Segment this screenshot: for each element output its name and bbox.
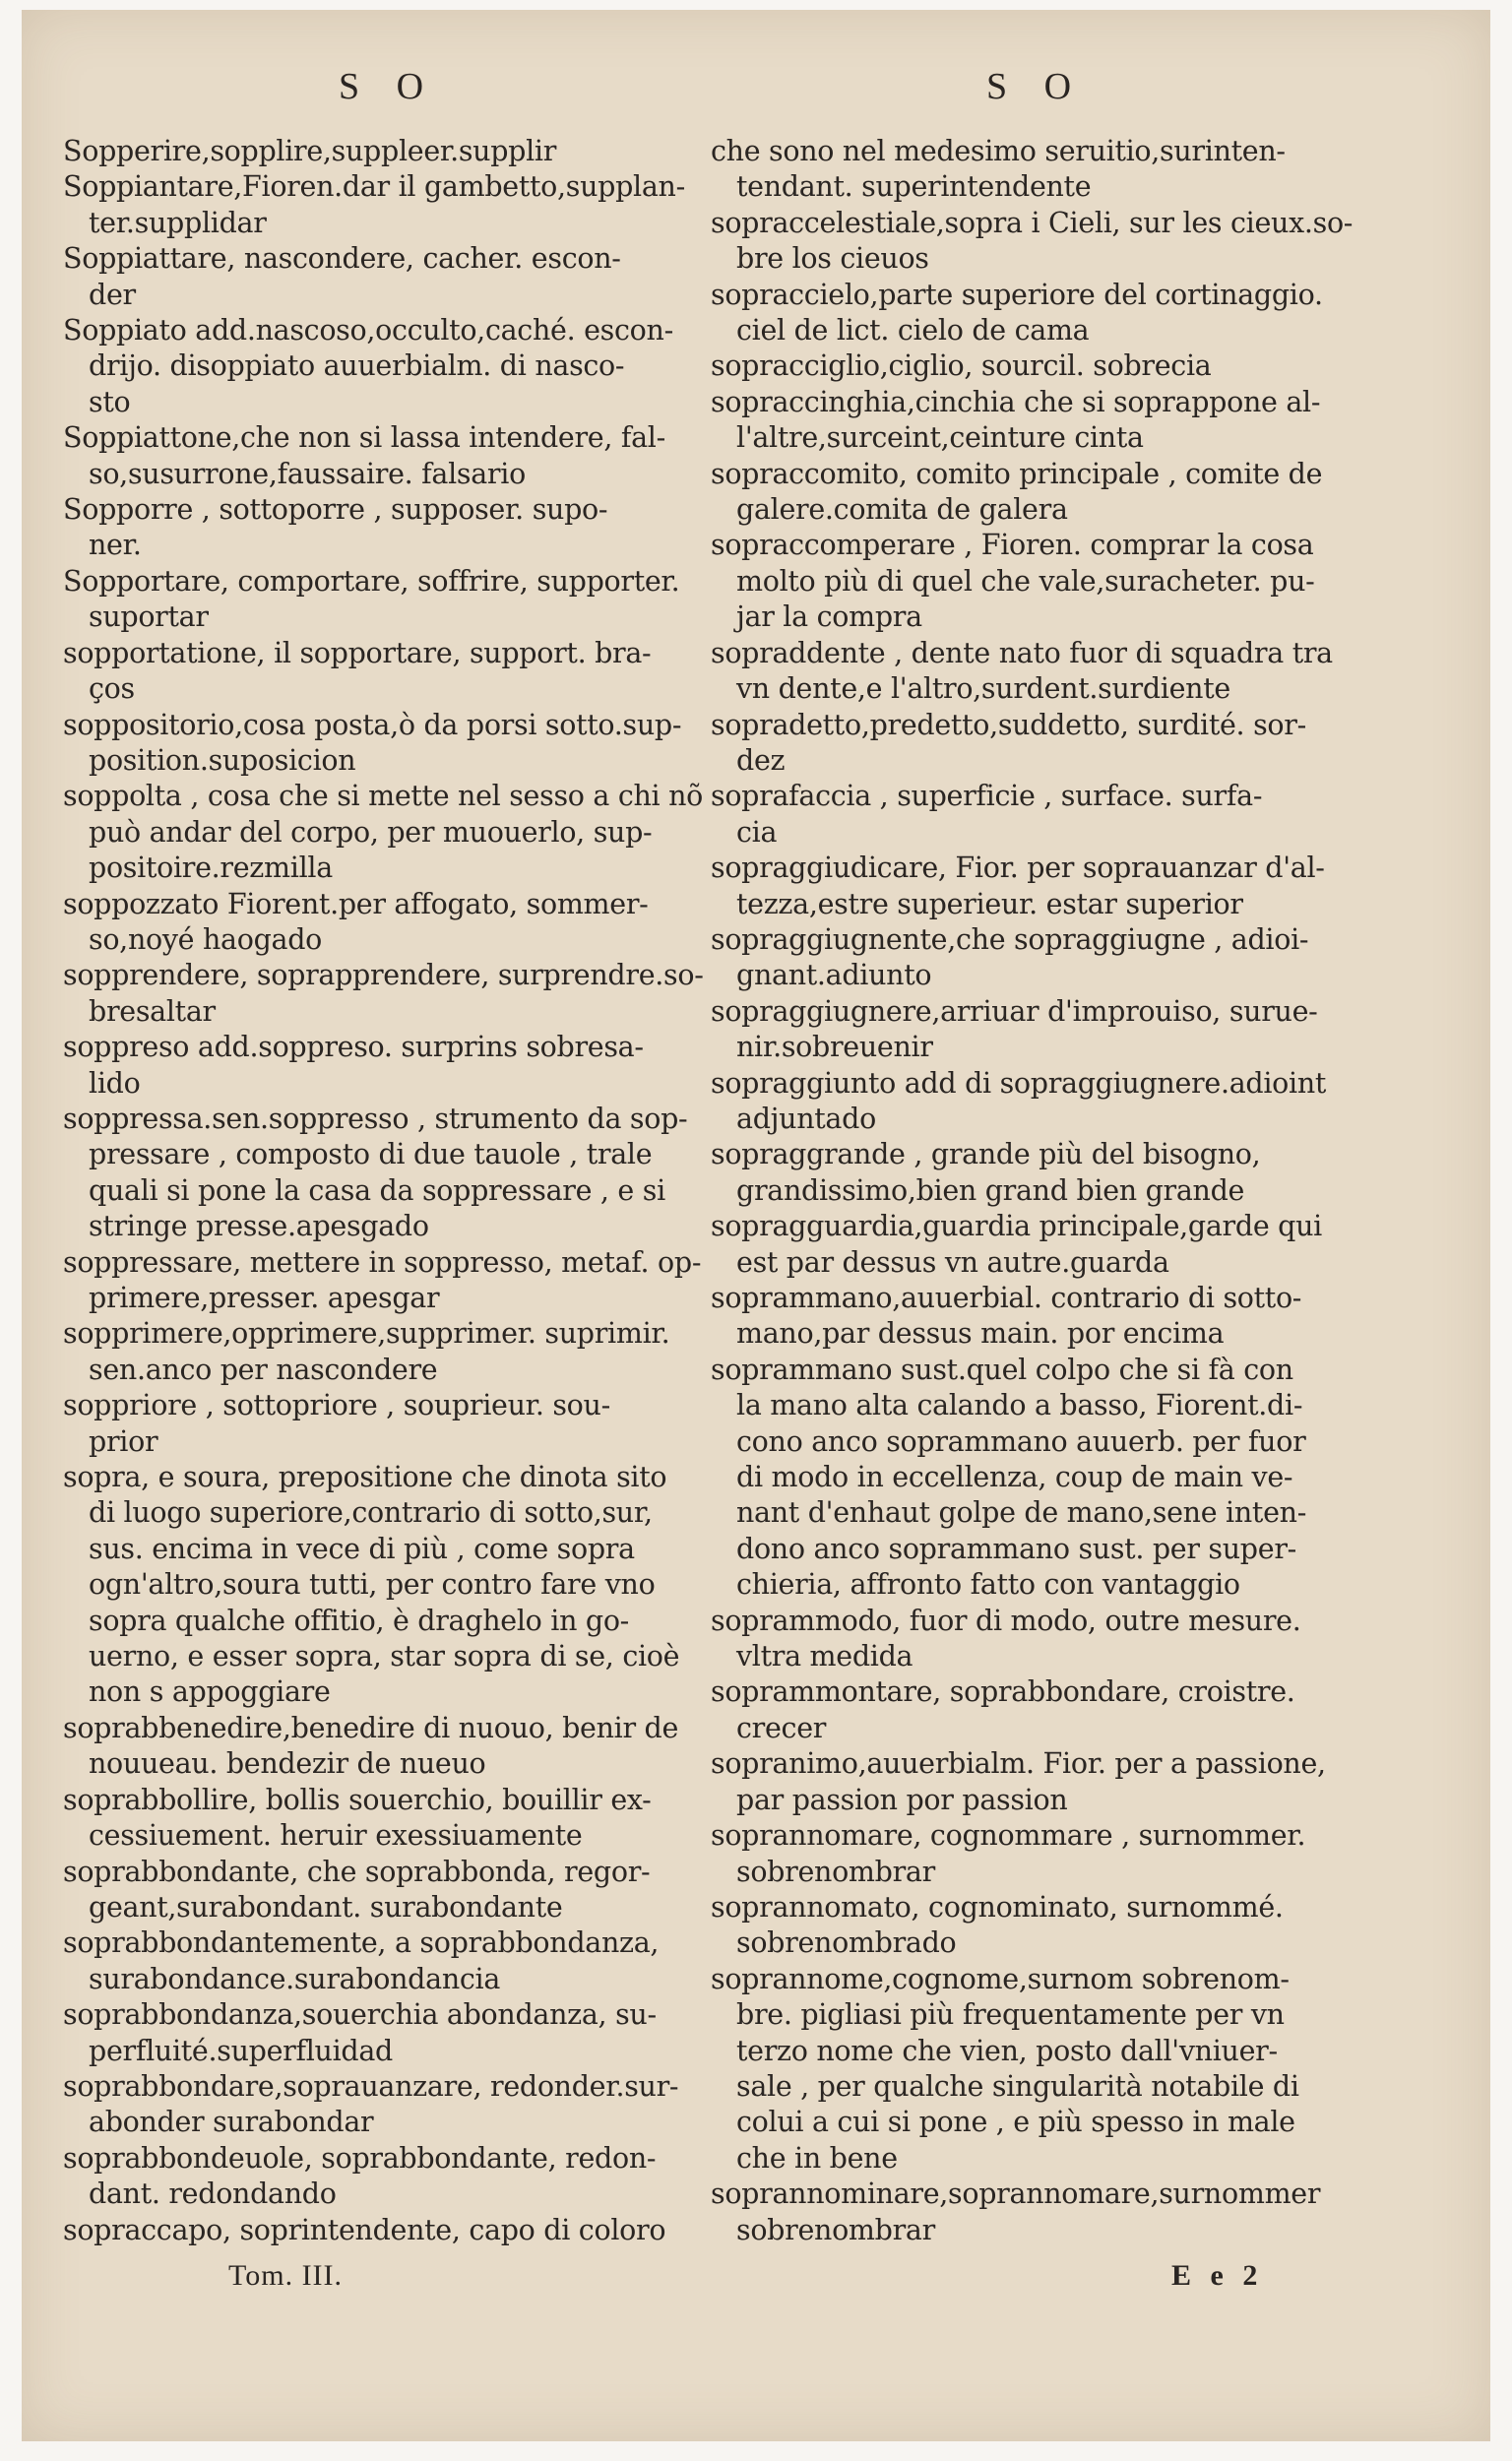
dictionary-entry [63, 779, 713, 886]
entry-line: ner. [89, 529, 142, 562]
left-entries [63, 134, 713, 2248]
entry-line: adjuntado [736, 1102, 876, 1135]
entry-line: cono anco soprammano auuerb. per fuor [736, 1424, 1306, 1458]
entry-line: sopprendere, soprapprendere, surprendre.so- [63, 959, 704, 992]
entry-line: soppositorio,cosa posta,ò da porsi sotto.sup- [63, 708, 682, 741]
entry-line: soppreso add.soppreso. surprins sobresa- [63, 1031, 644, 1064]
entry-line: sopraccomito, comito principale , comite de [711, 457, 1323, 490]
signature-mark: E e 2 [1171, 2259, 1264, 2292]
dictionary-entry [63, 958, 713, 1030]
entry-line: suportar [89, 600, 209, 634]
entry-line: soprammodo, fuor di modo, outre mesure. [711, 1604, 1301, 1637]
dictionary-entry [711, 922, 1360, 994]
dictionary-entry [711, 1353, 1360, 1604]
dictionary-entry [63, 2141, 713, 2213]
entry-line: ogn'altro,soura tutti, per contro fare vno [89, 1568, 656, 1602]
dictionary-entry [711, 1818, 1360, 1890]
dictionary-entry [711, 851, 1360, 922]
entry-line: nouueau. bendezir de nueuo [89, 1747, 486, 1781]
dictionary-entry [711, 134, 1360, 206]
entry-line: galere.comita de galera [736, 493, 1068, 527]
dictionary-entry [711, 1674, 1360, 1746]
dictionary-entry [711, 1746, 1360, 1818]
dictionary-entry [63, 1711, 713, 1783]
entry-line: soprabbollire, bollis souerchio, bouillir ex- [63, 1783, 652, 1816]
entry-line: soprabbenedire,benedire di nuouo, benir de [63, 1711, 679, 1744]
entry-line: soprabbondantemente, a soprabbondanza, [63, 1926, 660, 1960]
dictionary-entry [711, 1281, 1360, 1353]
entry-line: lido [89, 1066, 141, 1100]
dictionary-entry [63, 134, 713, 169]
entry-line: soprafaccia , superficie , surface. surfa- [711, 780, 1263, 813]
entry-line: sopracciglio,ciglio, sourcil. sobrecia [711, 349, 1212, 383]
entry-line: sobrenombrar [736, 2213, 935, 2246]
entry-line: positoire.rezmilla [89, 852, 333, 885]
entry-line: che sono nel medesimo seruitio,surinten- [711, 135, 1286, 167]
dictionary-entry [711, 528, 1360, 635]
entry-line: dant. redondando [89, 2177, 337, 2211]
dictionary-entry [63, 1030, 713, 1102]
dictionary-entry [63, 1102, 713, 1245]
entry-line: soppolta , cosa che si mette nel sesso a chi nõ [63, 780, 704, 813]
entry-line: so,susurrone,faussaire. falsario [89, 457, 526, 490]
entry-line: bresaltar [89, 994, 216, 1028]
dictionary-entry [711, 1137, 1360, 1209]
entry-line: sopraccomperare , Fioren. comprar la cosa [711, 529, 1314, 562]
entry-line: sus. encima in vece di più , come sopra [89, 1532, 635, 1565]
dictionary-entry [63, 887, 713, 959]
dictionary-entry [63, 241, 713, 313]
entry-line: cessiuement. heruir exessiuamente [89, 1819, 583, 1853]
entry-line: chieria, affronto fatto con vantaggio [736, 1568, 1240, 1602]
dictionary-entry [63, 636, 713, 708]
dictionary-entry [711, 636, 1360, 708]
entry-line: l'altre,surceint,ceinture cinta [736, 421, 1144, 455]
entry-line: pressare , composto di due tauole , trale [89, 1138, 653, 1171]
entry-line: soprabbondanza,souerchia abondanza, su- [63, 1998, 657, 2032]
entry-line: terzo nome che vien, posto dall'vniuer- [736, 2034, 1278, 2067]
entry-line: sopraggiugnere,arriuar d'improuiso, surue- [711, 994, 1318, 1028]
entry-line: abonder surabondar [89, 2106, 374, 2139]
entry-line: nir.sobreuenir [736, 1031, 933, 1064]
dictionary-entry [711, 1890, 1360, 1962]
entry-line: bre los cieuos [736, 242, 929, 276]
entry-line: so,noyé haogado [89, 922, 323, 956]
entry-line: dono anco soprammano sust. per super- [736, 1532, 1296, 1565]
entry-line: mano,par dessus main. por encima [736, 1317, 1225, 1351]
entry-line: soprannominare,soprannomare,surnommer [711, 2177, 1321, 2211]
entry-line: non s appoggiare [89, 1675, 331, 1709]
dictionary-entry [63, 2213, 713, 2248]
entry-line: Sopperire,sopplire,suppleer.supplir [63, 135, 557, 167]
entry-line: ciel de lict. cielo de cama [736, 314, 1090, 347]
entry-line: ter.supplidar [89, 206, 267, 239]
entry-line: che in bene [736, 2141, 898, 2175]
entry-line: dez [736, 743, 786, 777]
right-entries [711, 134, 1360, 2248]
entry-line: soppriore , sottopriore , souprieur. sou- [63, 1389, 610, 1422]
dictionary-entry [63, 708, 713, 780]
entry-line: vltra medida [736, 1640, 914, 1673]
entry-line: sopranimo,auuerbialm. Fior. per a passione, [711, 1747, 1326, 1781]
entry-line: sopradetto,predetto,suddetto, surdité. sor- [711, 708, 1306, 741]
entry-line: nant d'enhaut golpe de mano,sene inten- [736, 1496, 1307, 1530]
entry-line: perfluité.superfluidad [89, 2034, 393, 2067]
entry-line: tezza,estre superieur. estar superior [736, 887, 1243, 920]
dictionary-entry [711, 206, 1360, 278]
entry-line: sopraggiugnente,che sopraggiugne , adioi- [711, 922, 1309, 956]
dictionary-page [22, 10, 1490, 2441]
entry-line: soprabbondare,soprauanzare, redonder.sur- [63, 2069, 679, 2103]
entry-line: può andar del corpo, per muouerlo, sup- [89, 815, 653, 849]
right-column-header: S O [985, 66, 1086, 107]
entry-line: tendant. superintendente [736, 170, 1092, 204]
dictionary-entry [63, 1460, 713, 1711]
entry-line: primere,presser. apesgar [89, 1282, 440, 1314]
entry-line: geant,surabondant. surabondante [89, 1890, 563, 1924]
entry-line: vn dente,e l'altro,surdent.surdiente [736, 672, 1230, 706]
dictionary-entry [711, 708, 1360, 780]
entry-line: sopra qualche offitio, è draghelo in go- [89, 1604, 630, 1637]
entry-line: soppressa.sen.soppresso , strumento da sop- [63, 1102, 688, 1135]
entry-line: drijo. disoppiato auuerbialm. di nasco- [89, 349, 625, 383]
entry-line: sopportatione, il sopportare, support. bra- [63, 636, 652, 669]
dictionary-entry [63, 1245, 713, 1317]
entry-line: di modo in eccellenza, coup de main ve- [736, 1461, 1293, 1494]
entry-line: molto più di quel che vale,suracheter. pu- [736, 564, 1315, 598]
entry-line: sopprimere,opprimere,supprimer. suprimir. [63, 1317, 670, 1351]
entry-line: ços [89, 672, 135, 706]
entry-line: prior [89, 1424, 158, 1458]
entry-line: Soppiattare, nascondere, cacher. escon- [63, 242, 621, 276]
dictionary-entry [711, 779, 1360, 851]
entry-line: grandissimo,bien grand bien grande [736, 1173, 1245, 1207]
entry-line: sopraddente , dente nato fuor di squadra tra [711, 636, 1333, 669]
entry-line: soprammontare, soprabbondare, croistre. [711, 1675, 1295, 1709]
dictionary-entry [63, 1316, 713, 1388]
dictionary-entry [711, 1962, 1360, 2177]
left-column-header: S O [338, 66, 438, 107]
entry-line: soprabbondante, che soprabbonda, regor- [63, 1855, 651, 1888]
entry-line: soppozzato Fiorent.per affogato, sommer- [63, 887, 649, 920]
entry-line: cia [736, 815, 778, 849]
entry-line: soprannomare, cognommare , surnommer. [711, 1819, 1306, 1853]
entry-line: Sopportare, comportare, soffrire, supporter. [63, 564, 680, 598]
dictionary-entry [63, 492, 713, 564]
entry-line: sopraccapo, soprintendente, capo di coloro [63, 2213, 666, 2246]
dictionary-entry [63, 564, 713, 636]
entry-line: surabondance.surabondancia [89, 1962, 501, 1995]
dictionary-entry [711, 1066, 1360, 1138]
entry-line: sopragguardia,guardia principale,garde qui [711, 1210, 1322, 1243]
entry-line: crecer [736, 1711, 827, 1744]
entry-line: soprammano sust.quel colpo che si fà con [711, 1353, 1293, 1386]
dictionary-entry [63, 1388, 713, 1460]
entry-line: soprannomato, cognominato, surnommé. [711, 1890, 1284, 1924]
entry-line: soprammano,auuerbial. contrario di sotto- [711, 1282, 1302, 1314]
entry-line: soprannome,cognome,surnom sobrenom- [711, 1962, 1290, 1995]
entry-line: est par dessus vn autre.guarda [736, 1245, 1169, 1279]
entry-line: di luogo superiore,contrario di sotto,sur, [89, 1496, 653, 1530]
dictionary-entry [63, 1855, 713, 1926]
dictionary-entry [711, 1604, 1360, 1675]
entry-line: sto [89, 385, 131, 418]
entry-line: sale , per qualche singularità notabile di [736, 2069, 1299, 2103]
entry-line: sobrenombrar [736, 1855, 935, 1888]
dictionary-entry [711, 457, 1360, 529]
entry-line: Sopporre , sottoporre , supposer. supo- [63, 493, 608, 527]
dictionary-entry [63, 1783, 713, 1855]
entry-line: gnant.adiunto [736, 959, 932, 992]
dictionary-entry [63, 420, 713, 492]
entry-line: stringe presse.apesgado [89, 1210, 429, 1243]
dictionary-entry [63, 1925, 713, 1997]
entry-line: sopraggiunto add di sopraggiugnere.adioint [711, 1066, 1327, 1100]
entry-line: sopraccielo,parte superiore del cortinaggio. [711, 278, 1323, 311]
entry-line: Soppiattone,che non si lassa intendere, fal- [63, 421, 665, 455]
entry-line: position.suposicion [89, 743, 356, 777]
entry-line: la mano alta calando a basso, Fiorent.di- [736, 1389, 1303, 1422]
dictionary-entry [63, 313, 713, 420]
dictionary-entry [711, 348, 1360, 384]
dictionary-entry [63, 2069, 713, 2141]
entry-line: sopraccinghia,cinchia che si soprappone al- [711, 385, 1321, 418]
entry-line: bre. pigliasi più frequentamente per vn [736, 1998, 1285, 2032]
entry-line: sopra, e soura, prepositione che dinota sito [63, 1461, 667, 1494]
entry-line: soppressare, mettere in soppresso, metaf. op- [63, 1245, 702, 1279]
entry-line: quali si pone la casa da soppressare , e si [89, 1173, 665, 1207]
entry-line: der [89, 278, 136, 311]
dictionary-entry [711, 1209, 1360, 1281]
entry-line: sopraggiudicare, Fior. per soprauanzar d'al- [711, 852, 1325, 885]
entry-line: colui a cui si pone , e più spesso in male [736, 2106, 1295, 2139]
dictionary-entry [711, 385, 1360, 457]
dictionary-entry [63, 169, 713, 241]
entry-line: par passion por passion [736, 1783, 1068, 1816]
volume-footer: Tom. III. [228, 2259, 344, 2292]
dictionary-entry [711, 2177, 1360, 2248]
dictionary-entry [63, 1997, 713, 2069]
entry-line: jar la compra [736, 600, 922, 634]
dictionary-entry [711, 994, 1360, 1066]
entry-line: sopraggrande , grande più del bisogno, [711, 1138, 1261, 1171]
entry-line: soprabbondeuole, soprabbondante, redon- [63, 2141, 657, 2175]
entry-line: sobrenombrado [736, 1926, 957, 1960]
entry-line: sen.anco per nascondere [89, 1353, 438, 1386]
dictionary-entry [711, 278, 1360, 349]
entry-line: uerno, e esser sopra, star sopra di se, cioè [89, 1640, 680, 1673]
entry-line: Soppiantare,Fioren.dar il gambetto,supplan- [63, 170, 685, 204]
entry-line: sopraccelestiale,sopra i Cieli, sur les cieux.so- [711, 206, 1354, 239]
entry-line: Soppiato add.nascoso,occulto,caché. escon- [63, 314, 673, 347]
